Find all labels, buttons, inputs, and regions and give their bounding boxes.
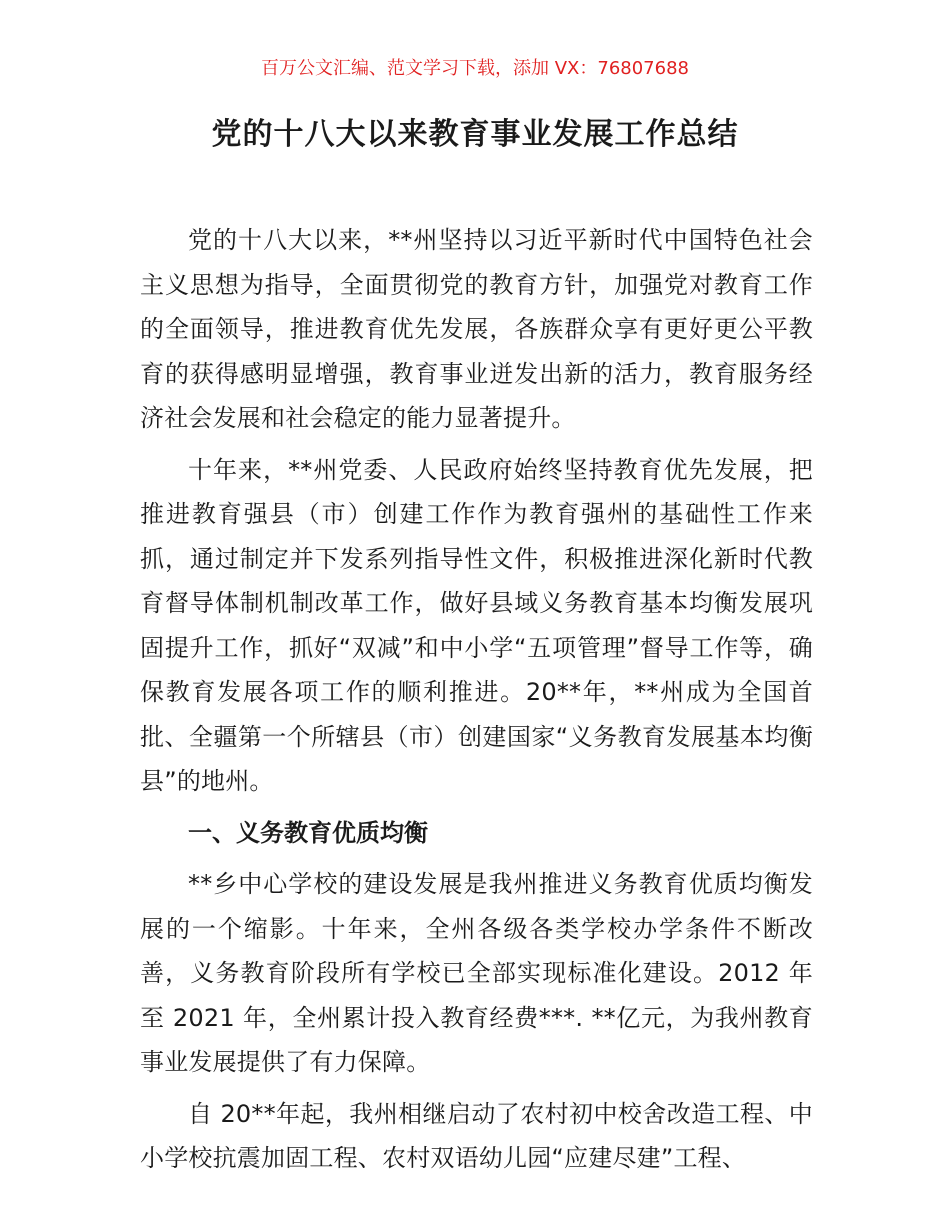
watermark-banner: 百万公文汇编、范文学习下载，添加 VX：76807688 <box>261 58 689 79</box>
document-title: 党的十八大以来教育事业发展工作总结 <box>211 117 739 152</box>
section-heading-compulsory-education: 一、义务教育优质均衡 <box>188 818 428 847</box>
paragraph-projects: 自 20**年起，我州相继启动了农村初中校舍改造工程、中小学校抗震加固工程、农村双语幼儿园“应建尽建”工程、 <box>140 1099 813 1172</box>
paragraph-intro: 党的十八大以来，**州坚持以习近平新时代中国特色社会主义思想为指导，全面贯彻党的教育方针，加强党对教育工作的全面领导，推进教育优先发展，各族群众享有更好更公平教育的获得感明显增强，教育事业迸发出新的活力，教育服务经济社会发展和社会稳定的能力显著提升。 <box>140 226 813 432</box>
paragraph-school-construction: **乡中心学校的建设发展是我州推进义务教育优质均衡发展的一个缩影。十年来，全州各级各类学校办学条件不断改善，义务教育阶段所有学校已全部实现标准化建设。2012 年至 2021 年，全州累计投入教育经费***. **亿元，为我州教育事业发展提供了有力保障。 <box>140 870 813 1076</box>
paragraph-ten-years: 十年来，**州党委、人民政府始终坚持教育优先发展，把推进教育强县（市）创建工作作为教育强州的基础性工作来抓，通过制定并下发系列指导性文件，积极推进深化新时代教育督导体制机制改革工作，做好县域义务教育基本均衡发展巩固提升工作，抓好“双减”和中小学“五项管理”督导工作等，确保教育发展各项工作的顺利推进。20**年，**州成为全国首批、全疆第一个所辖县（市）创建国家“义务教育发展基本均衡县”的地州。 <box>140 455 813 795</box>
document-body <box>140 218 813 1188</box>
